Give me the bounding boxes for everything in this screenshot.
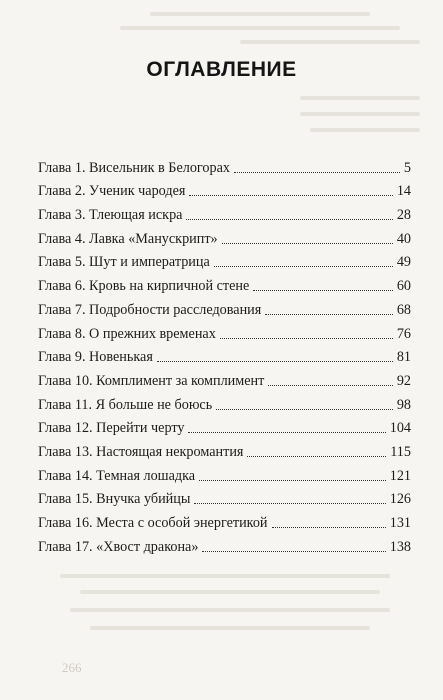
toc-leader-dots [216, 409, 393, 410]
toc-item-page: 28 [396, 207, 411, 224]
toc-leader-dots [272, 527, 386, 528]
toc-item[interactable] [38, 199, 411, 223]
toc-leader-dots [199, 480, 386, 481]
toc-leader-dots [157, 361, 393, 362]
toc-item-label: Глава 3. Тлеющая искра [38, 207, 183, 224]
toc-item[interactable] [38, 247, 411, 271]
toc-item-page: 98 [396, 396, 411, 413]
toc-item-page: 121 [389, 467, 411, 484]
toc-item[interactable] [38, 507, 411, 531]
toc-leader-dots [194, 503, 385, 504]
toc-item[interactable] [38, 436, 411, 460]
toc-leader-dots [189, 195, 392, 196]
toc-item-page: 131 [389, 515, 411, 531]
toc-item[interactable] [38, 531, 411, 555]
toc-leader-dots [222, 243, 393, 244]
toc-item-page: 14 [396, 183, 411, 200]
toc-leader-dots [214, 266, 393, 267]
toc-item-page: 138 [389, 538, 411, 555]
toc-item-label: Глава 8. О прежних временах [38, 325, 216, 342]
toc-leader-dots [253, 290, 393, 291]
toc-item[interactable] [38, 484, 411, 508]
toc-leader-dots [220, 338, 393, 339]
toc-item-page: 5 [403, 159, 411, 176]
toc-leader-dots [188, 432, 385, 433]
toc-leader-dots [202, 551, 385, 552]
toc-item-page: 76 [396, 325, 411, 342]
toc-item-label: Глава 17. «Хвост дракона» [38, 538, 199, 555]
toc-leader-dots [186, 219, 392, 220]
toc-item-label: Глава 7. Подробности расследования [38, 301, 262, 318]
toc-item-page: 115 [390, 443, 411, 460]
toc-item[interactable] [38, 460, 411, 484]
toc-item-page: 104 [389, 420, 411, 437]
toc-item[interactable] [38, 389, 411, 413]
toc-item-label: Глава 15. Внучка убийцы [38, 491, 191, 508]
toc-item-label: Глава 14. Темная лошадка [38, 467, 196, 484]
toc-item-page: 126 [389, 491, 411, 508]
toc-item[interactable] [38, 223, 411, 247]
toc-item[interactable] [38, 365, 411, 389]
toc-item-label: Глава 13. Настоящая некромантия [38, 443, 244, 460]
toc-item[interactable] [38, 294, 411, 318]
toc-item-label: Глава 11. Я больше не боюсь [38, 396, 213, 413]
toc-item-page: 68 [396, 301, 411, 318]
toc-item-label: Глава 10. Комплимент за комплимент [38, 372, 265, 389]
toc-item-page: 49 [396, 254, 411, 271]
toc-item[interactable] [38, 152, 411, 176]
toc-item[interactable] [38, 270, 411, 294]
toc-leader-dots [247, 456, 386, 457]
toc-item-label: Глава 4. Лавка «Манускрипт» [38, 230, 218, 247]
toc-item[interactable] [38, 342, 411, 366]
toc-item-label: Глава 5. Шут и императрица [38, 254, 210, 271]
toc-item[interactable] [38, 176, 411, 200]
toc-item-page: 60 [396, 278, 411, 295]
toc-item-label: Глава 12. Перейти черту [38, 420, 185, 437]
toc-item-page: 81 [396, 349, 411, 366]
toc-leader-dots [268, 385, 392, 386]
page-title: ОГЛАВЛЕНИЕ [146, 58, 297, 81]
toc-item-page: 40 [396, 230, 411, 247]
toc-item[interactable] [38, 318, 411, 342]
table-of-contents [38, 152, 411, 555]
toc-item-label: Глава 2. Ученик чародея [38, 183, 186, 200]
toc-item-label: Глава 9. Новенькая [38, 349, 153, 366]
bleed-page-number: 266 [62, 660, 82, 675]
toc-item-label: Глава 16. Места с особой энергетикой [38, 515, 268, 531]
toc-leader-dots [234, 172, 400, 173]
toc-item[interactable] [38, 413, 411, 437]
toc-leader-dots [265, 314, 393, 315]
toc-item-page: 92 [396, 372, 411, 389]
toc-item-label: Глава 1. Висельник в Белогорах [38, 159, 230, 176]
toc-item-label: Глава 6. Кровь на кирпичной стене [38, 278, 250, 295]
